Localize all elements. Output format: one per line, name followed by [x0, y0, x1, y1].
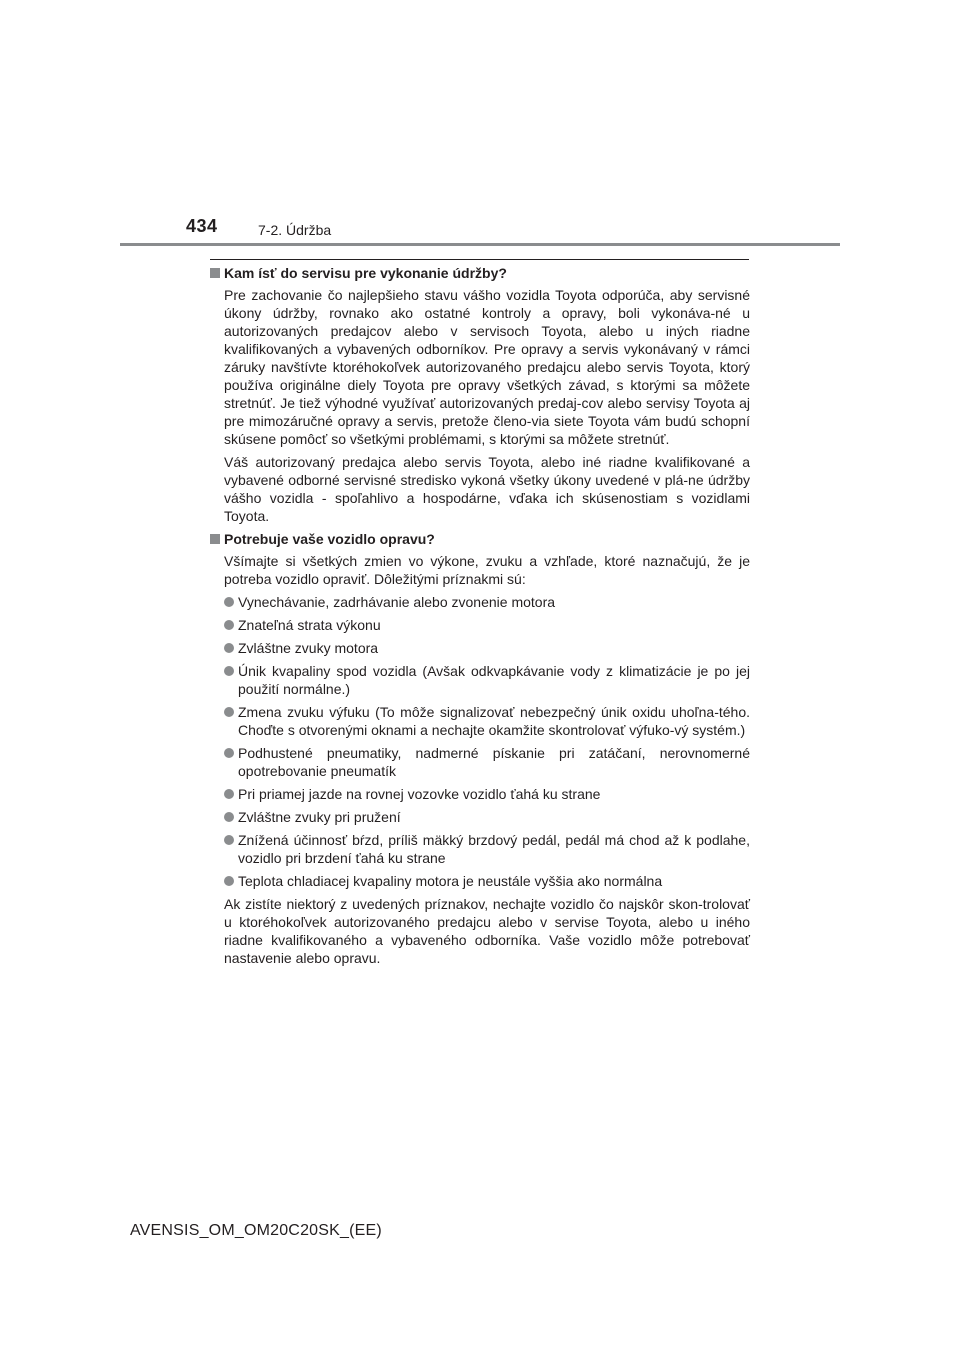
paragraph: Váš autorizovaný predajca alebo servis Toyota, alebo iné riadne kvalifikované a vybavené odborné servisné stredisko vykoná všetky úkony uvedené v plá-ne údržby vášho vozidla - spoľahlivo a hospodárne, vďaka ich skúsenostiam s vozidlami Toyota.	[224, 454, 750, 524]
square-bullet-icon	[210, 268, 220, 278]
document-code: AVENSIS_OM_OM20C20SK_(EE)	[130, 1222, 382, 1239]
paragraph-intro: Všímajte si všetkých zmien vo výkone, zvuku a vzhľade, ktoré naznačujú, že je potreba vozidlo opraviť. Dôležitými príznakmi sú:	[224, 553, 750, 587]
section-title: 7-2. Údržba	[258, 222, 332, 238]
list-item: Únik kvapaliny spod vozidla (Avšak odkvapkávanie vody z klimatizácie je po jej použití normálne.)	[224, 662, 750, 698]
header-divider	[120, 243, 840, 246]
round-bullet-icon	[224, 876, 234, 886]
round-bullet-icon	[224, 835, 234, 845]
list-item: Teplota chladiacej kvapaliny motora je neustále vyššia ako normálna	[224, 872, 750, 890]
round-bullet-icon	[224, 789, 234, 799]
content-divider	[210, 259, 749, 260]
round-bullet-icon	[224, 707, 234, 717]
list-item: Znateľná strata výkonu	[224, 616, 750, 634]
paragraph-outro: Ak zistíte niektorý z uvedených príznakov, nechajte vozidlo čo najskôr skon-trolovať u ktoréhokoľvek autorizovaného predajcu alebo v servise Toyota, alebo u iného riadne kvalifikovaného a vybaveného odborníka. Vaše vozidlo môže potrebovať nastavenie alebo opravu.	[224, 896, 750, 966]
list-item: Vynechávanie, zadrhávanie alebo zvonenie motora	[224, 593, 750, 611]
heading-text: Potrebuje vaše vozidlo opravu?	[224, 531, 435, 547]
list-item: Znížená účinnosť bŕzd, príliš mäkký brzdový pedál, pedál má chod až k podlahe, vozidlo pri brzdení ťahá ku strane	[224, 831, 750, 867]
round-bullet-icon	[224, 620, 234, 630]
square-bullet-icon	[210, 534, 220, 544]
symptom-list	[224, 593, 750, 890]
list-item: Podhustené pneumatiky, nadmerné pískanie pri zatáčaní, nerovnomerné opotrebovanie pneumatík	[224, 744, 750, 780]
round-bullet-icon	[224, 748, 234, 758]
round-bullet-icon	[224, 643, 234, 653]
list-item: Zmena zvuku výfuku (To môže signalizovať nebezpečný únik oxidu uhoľna-tého. Choďte s otvorenými oknami a nechajte okamžite skontrolovať výfuko-vý systém.)	[224, 703, 750, 739]
section-heading-repair-needed	[210, 530, 750, 548]
paragraph: Pre zachovanie čo najlepšieho stavu vášho vozidla Toyota odporúča, aby servisné úkony údržby, rovnako ako ostatné kontroly a opravy, boli vykonáva-né u autorizovaných predajcov alebo v servisoch Toyota, alebo u iných riadne kvalifikovaných a vybavených odborníkov. Pre opravy a servis vykonávaný v rámci záruky navštívte ktoréhokoľvek autorizovaného predajcu alebo servis Toyota, ktorý používa originálne diely Toyota pre opravy všetkých závad, s ktorými sa môžete stretnúť. Je tiež výhodné využívať autorizovaných predaj-cov alebo servisy Toyota aj pre mimozáručné opravy a servis, pretože členo-via siete Toyota vám budú schopní skúsene pomôcť so všetkými problémami, s ktorými sa môžete stretnúť.	[224, 287, 750, 447]
list-item: Zvláštne zvuky pri pružení	[224, 808, 750, 826]
section-heading-service-location	[210, 264, 750, 282]
list-item: Pri priamej jazde na rovnej vozovke vozidlo ťahá ku strane	[224, 785, 750, 803]
round-bullet-icon	[224, 812, 234, 822]
page-number: 434	[186, 216, 218, 236]
heading-text: Kam ísť do servisu pre vykonanie údržby?	[224, 265, 507, 281]
list-item: Zvláštne zvuky motora	[224, 639, 750, 657]
round-bullet-icon	[224, 666, 234, 676]
round-bullet-icon	[224, 597, 234, 607]
main-content	[210, 264, 750, 975]
